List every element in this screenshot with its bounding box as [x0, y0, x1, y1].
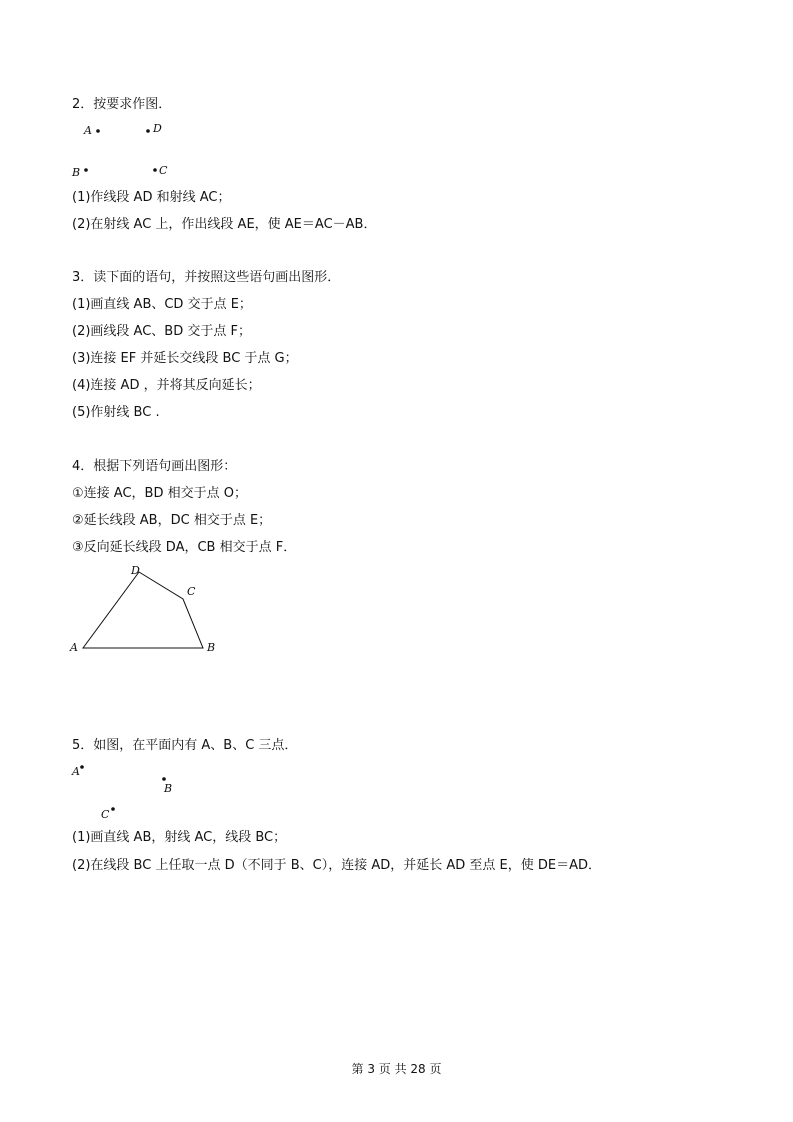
q4-item-3: ③反向延长线段 DA，CB 相交于点 F． [72, 540, 297, 555]
q3-item-3: (3)连接 EF 并延长交线段 BC 于点 G； [72, 351, 298, 366]
q5-point-b [162, 777, 172, 795]
q3-item-5: (5)作射线 BC . [72, 405, 160, 420]
quadrilateral-abcd [83, 572, 203, 648]
q2-point-b [71, 166, 88, 179]
svg-text:B: B [164, 782, 173, 795]
q4-heading: 4．根据下列语句画出图形： [72, 459, 237, 474]
q4-label-d: D [131, 564, 140, 577]
svg-text:D: D [153, 122, 162, 135]
q4-label-b: B [207, 641, 216, 654]
q5-heading: 5．如图，在平面内有 A、B、C 三点． [72, 738, 298, 753]
q4-item-2: ②延长线段 AB，DC 相交于点 E； [72, 513, 272, 528]
svg-text:B: B [72, 166, 81, 179]
svg-text:A: A [84, 124, 92, 137]
svg-text:C: C [159, 164, 168, 177]
q2-point-a [83, 124, 100, 137]
q5-item-1: (1)画直线 AB，射线 AC，线段 BC； [72, 830, 287, 845]
q3-item-1: (1)画直线 AB、CD 交于点 E； [72, 297, 252, 312]
q3-heading: 3．读下面的语句，并按照这些语句画出图形． [72, 270, 341, 285]
q4-label-c: C [187, 585, 196, 598]
q2-item-1: (1)作线段 AD 和射线 AC； [72, 190, 231, 205]
q3-item-4: (4)连接 AD ，并将其反向延长； [72, 378, 261, 393]
q3-item-2: (2)画线段 AC、BD 交于点 F； [72, 324, 251, 339]
q2-heading: 2．按要求作图． [72, 97, 172, 112]
q5-point-a [71, 765, 84, 778]
q2-point-d [146, 122, 162, 135]
q4-item-1: ①连接 AC，BD 相交于点 O； [72, 486, 247, 501]
svg-text:C: C [101, 808, 110, 821]
q2-item-2: (2)在射线 AC 上，作出线段 AE，使 AE＝AC－AB． [72, 217, 377, 232]
q5-item-2: (2)在线段 BC 上任取一点 D（不同于 B、C），连接 AD，并延长 AD 至点 E，使 DE＝AD． [72, 858, 602, 873]
page-footer: 第 3 页 共 28 页 [351, 1062, 442, 1076]
svg-text:A: A [72, 765, 80, 778]
q5-point-c [101, 807, 115, 821]
q2-point-c [153, 164, 168, 177]
q4-label-a: A [70, 641, 78, 654]
